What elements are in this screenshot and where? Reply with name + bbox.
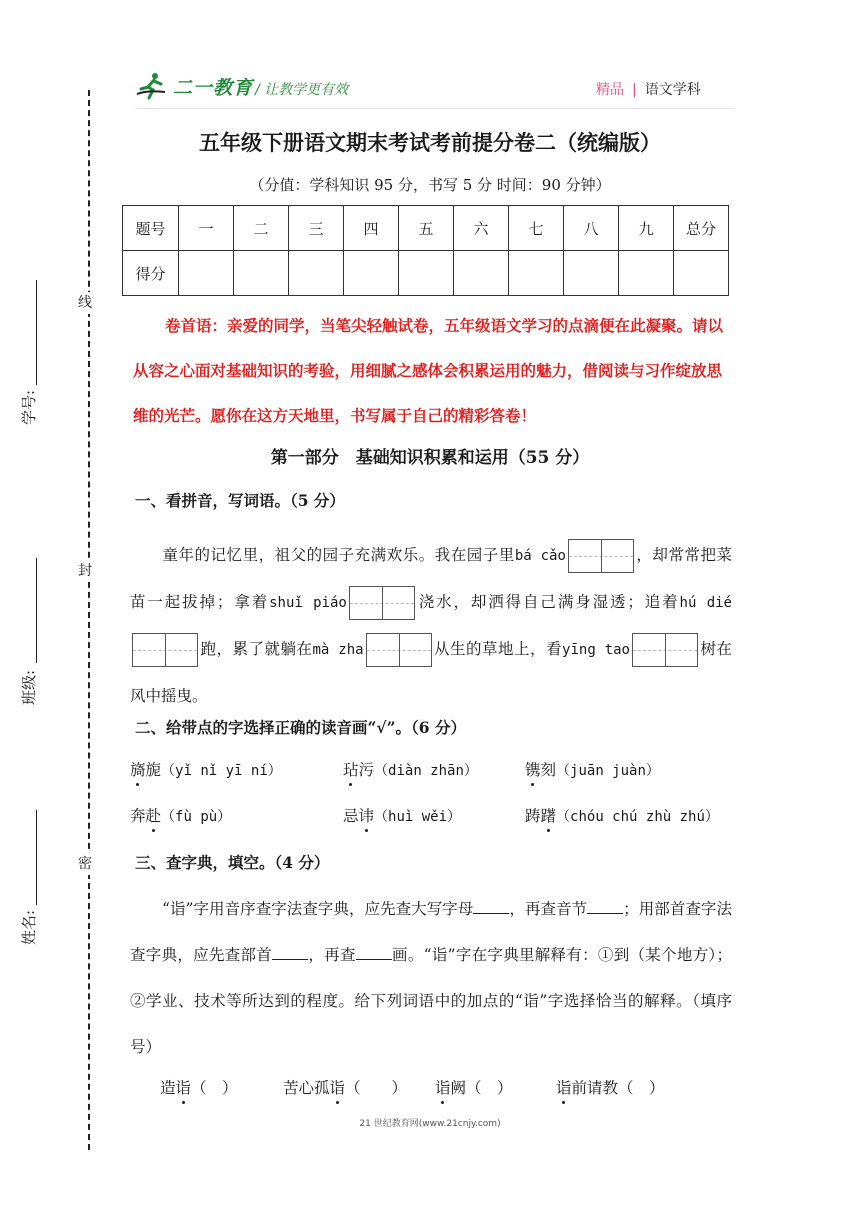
- q2-item: [130, 804, 231, 826]
- char: 忌: [343, 807, 359, 825]
- quality-tag: 精品: [596, 82, 624, 98]
- dotted-char: 诣: [176, 1076, 192, 1098]
- preface-content: 卷首语：亲爱的同学，当笔尖轻触试卷，五年级语文学习的点滴便在此凝聚。请以从容之心面对基础知识的考验，用细腻之感体会积累运用的魅力，借阅读与习作绽放思维的光芒。愿你在这方天地里，书写属于自己的精彩答卷！: [133, 316, 724, 425]
- table-cell: 总分: [674, 206, 729, 251]
- q1-text: 树在风中摇曳。: [130, 640, 732, 705]
- student-id-label: 学号:: [20, 389, 38, 425]
- answer-grid[interactable]: [132, 633, 198, 667]
- q3-text: ，再查音节: [509, 900, 588, 918]
- score-input-cell[interactable]: [619, 251, 674, 296]
- answer-paren[interactable]: （ ）: [618, 1079, 665, 1097]
- q1-text: 童年的记忆里，祖父的园子充满欢乐。我在园子里: [162, 546, 515, 564]
- slogan: / 让教学更有效: [255, 82, 349, 98]
- dotted-char: 镌: [525, 758, 541, 780]
- header-divider: [135, 108, 735, 109]
- pinyin: bá cǎo: [514, 548, 566, 564]
- page-title: 五年级下册语文期末考试考前提分卷二（统编版）: [199, 130, 661, 155]
- name-line[interactable]: [36, 810, 37, 905]
- char: 奔: [130, 807, 146, 825]
- q1-title: 一、看拼音，写词语。（5 分）: [135, 491, 345, 510]
- dotted-char: 玷: [343, 758, 359, 780]
- score-input-cell[interactable]: [564, 251, 619, 296]
- char: 阙: [450, 1079, 467, 1097]
- q2-item: [525, 804, 719, 826]
- score-input-cell[interactable]: [454, 251, 509, 296]
- pinyin: hú dié: [679, 595, 732, 611]
- binding-dashed-line: [88, 90, 90, 1150]
- part1-title: 第一部分 基础知识积累和运用（55 分）: [270, 448, 590, 468]
- tag-separator: |: [632, 82, 637, 98]
- dotted-char: 诣: [330, 1076, 346, 1098]
- logo-text: 二一教育: [173, 76, 254, 99]
- dotted-char: 诣: [435, 1076, 451, 1098]
- table-cell: 六: [454, 206, 509, 251]
- pinyin: shuǐ piáo: [269, 595, 347, 611]
- table-cell: 七: [509, 206, 564, 251]
- table-cell: 八: [564, 206, 619, 251]
- header-subject-tag: [596, 79, 701, 99]
- student-id-line[interactable]: [36, 280, 37, 385]
- score-input-cell[interactable]: [289, 251, 344, 296]
- pinyin-options[interactable]: （chóu chú zhù zhú）: [556, 809, 719, 825]
- score-table: [122, 205, 729, 296]
- score-input-cell[interactable]: [399, 251, 454, 296]
- q2-item: [525, 758, 660, 780]
- class-label: 班级:: [20, 669, 38, 705]
- fill-blank[interactable]: [473, 899, 509, 914]
- q3-item: [556, 1076, 665, 1098]
- q3-text: “诣”字用音序查字法查字典，应先查大写字母: [162, 900, 474, 918]
- score-table-header-row: [123, 206, 729, 251]
- char: 前请教: [571, 1079, 619, 1097]
- answer-paren[interactable]: （ ）: [345, 1079, 408, 1097]
- char: 造: [160, 1079, 176, 1097]
- pinyin-options[interactable]: （huì wěi）: [374, 809, 462, 825]
- q1-text: 跑，累了就躺在: [200, 640, 313, 658]
- q1-text: 浇水，却洒得自己满身湿透；追着: [416, 593, 680, 611]
- answer-grid[interactable]: [349, 586, 415, 620]
- preface-text: [133, 303, 733, 438]
- class-line[interactable]: [36, 558, 37, 663]
- q1-text: 从生的草地上，看: [433, 640, 563, 658]
- fill-blank[interactable]: [272, 945, 308, 960]
- binding-char-mi: 密: [78, 853, 92, 875]
- char: 踌: [525, 807, 541, 825]
- binding-char-feng: 封: [78, 560, 92, 582]
- q2-item: [343, 804, 461, 826]
- q3-text: ，再查: [308, 946, 356, 964]
- fill-blank[interactable]: [356, 945, 392, 960]
- dotted-char: 讳: [359, 804, 375, 826]
- answer-paren[interactable]: （ ）: [191, 1079, 238, 1097]
- q2-title: 二、给带点的字选择正确的读音画“√”。（6 分）: [135, 718, 466, 737]
- dotted-char: 躇: [541, 804, 557, 826]
- answer-grid[interactable]: [632, 633, 698, 667]
- score-table-score-row: [123, 251, 729, 296]
- page-footer: 21 世纪教育网(www.21cnjy.com): [359, 1119, 501, 1129]
- char: 污: [358, 761, 375, 779]
- dotted-char: 赴: [146, 804, 162, 826]
- score-input-cell[interactable]: [234, 251, 289, 296]
- table-cell: 二: [234, 206, 289, 251]
- dotted-char: 诣: [556, 1076, 572, 1098]
- q2-item: [130, 758, 282, 780]
- table-cell: 得分: [123, 251, 179, 296]
- pinyin-options[interactable]: （juān juàn）: [556, 763, 660, 779]
- q3-title: 三、查字典，填空。（4 分）: [135, 853, 330, 872]
- table-cell: 一: [179, 206, 234, 251]
- pinyin: yīng tao: [562, 642, 630, 658]
- fill-blank[interactable]: [587, 899, 623, 914]
- answer-paren[interactable]: （ ）: [466, 1079, 513, 1097]
- q3-text: ；用部首查字法查字典，应先查部首: [130, 900, 732, 964]
- q2-item: [343, 758, 478, 780]
- name-label: 姓名:: [20, 909, 38, 945]
- q3-text: 画。“诣”字在字典里解释有：①到（某个地方）；②学业、技术等所达到的程度。给下列词语中的加点的“诣”字选择恰当的解释。（填序号）: [130, 946, 732, 1056]
- q1-paragraph: [130, 532, 732, 719]
- table-cell: 题号: [123, 206, 179, 251]
- char: 苦心孤: [283, 1079, 330, 1097]
- pinyin-options[interactable]: （fù pù）: [161, 809, 232, 825]
- answer-grid[interactable]: [366, 633, 432, 667]
- q1-text: ，却常常把菜苗一起拔掉；拿着: [130, 546, 732, 611]
- table-cell: 九: [619, 206, 674, 251]
- score-input-cell[interactable]: [674, 251, 729, 296]
- table-cell: 三: [289, 206, 344, 251]
- pinyin: mà zha: [312, 642, 364, 658]
- char: 旎: [145, 761, 162, 779]
- table-cell: 五: [399, 206, 454, 251]
- q3-item: [160, 1076, 238, 1098]
- running-person-icon: [135, 72, 167, 100]
- score-input-cell[interactable]: [344, 251, 399, 296]
- score-input-cell[interactable]: [179, 251, 234, 296]
- pinyin-options[interactable]: （yǐ nǐ yī ní）: [161, 763, 282, 779]
- binding-char-xian: 线: [78, 292, 92, 314]
- page-subtitle: （分值：学科知识 95 分，书写 5 分 时间：90 分钟）: [249, 176, 611, 194]
- char: 刻: [540, 761, 557, 779]
- q3-item: [435, 1076, 513, 1098]
- subject-label: 语文学科: [644, 82, 701, 98]
- score-input-cell[interactable]: [509, 251, 564, 296]
- q3-item: [283, 1076, 407, 1098]
- answer-grid[interactable]: [568, 539, 634, 573]
- brand-logo: [135, 72, 253, 100]
- table-cell: 四: [344, 206, 399, 251]
- dotted-char: 旖: [130, 758, 146, 780]
- q3-paragraph: [130, 886, 732, 1070]
- pinyin-options[interactable]: （diàn zhān）: [374, 763, 478, 779]
